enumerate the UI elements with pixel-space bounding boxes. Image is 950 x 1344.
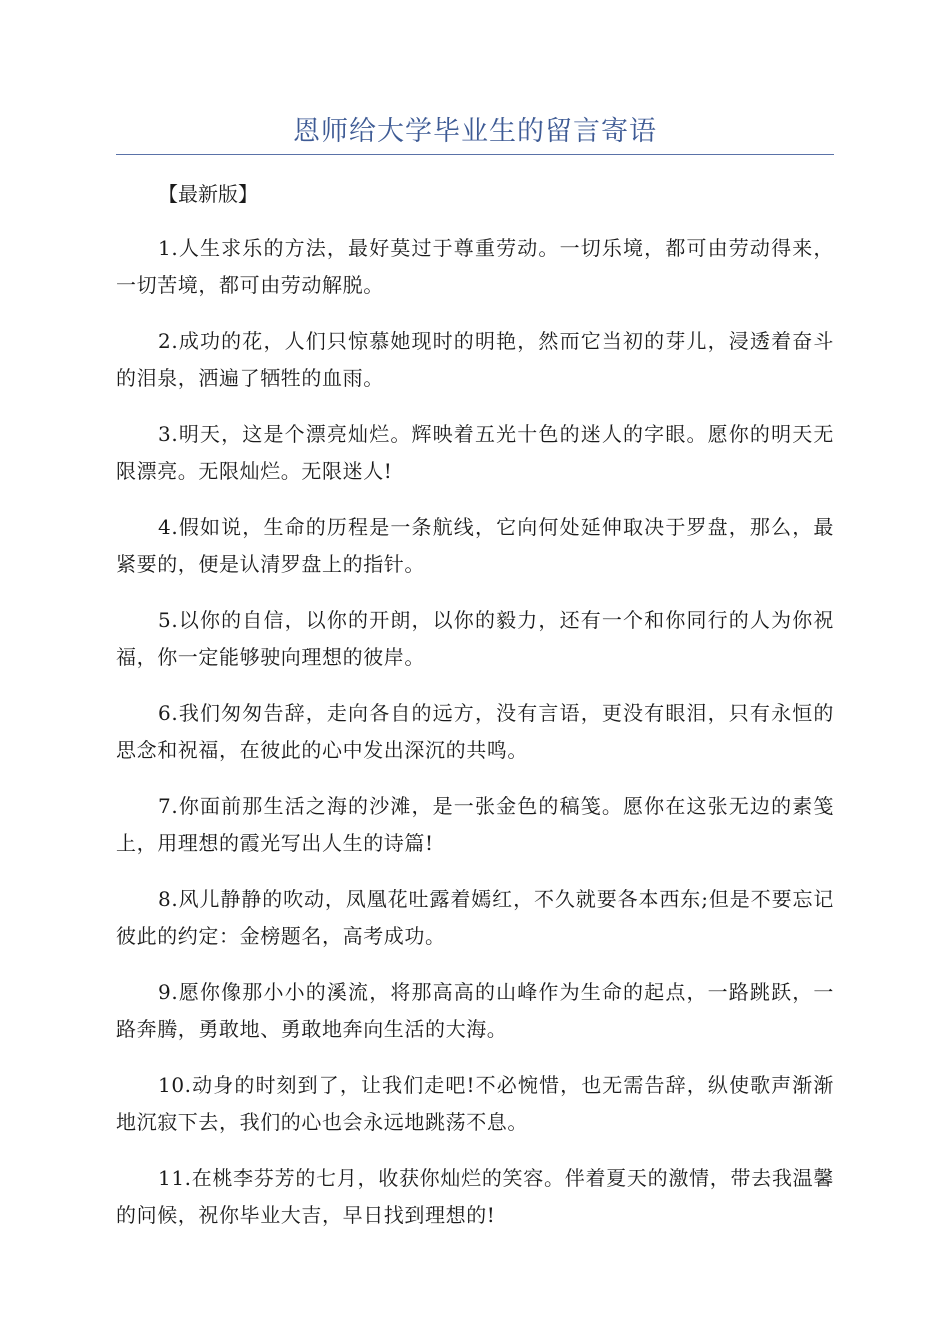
paragraph: 1.人生求乐的方法，最好莫过于尊重劳动。一切乐境，都可由劳动得来，一切苦境，都可由劳动解脱。 <box>116 236 834 297</box>
document-body <box>116 175 834 1253</box>
version-label: 【最新版】 <box>158 182 258 206</box>
paragraph: 4.假如说，生命的历程是一条航线，它向何处延伸取决于罗盘，那么，最紧要的，便是认清罗盘上的指针。 <box>116 515 834 576</box>
paragraph: 2.成功的花，人们只惊慕她现时的明艳，然而它当初的芽儿，浸透着奋斗的泪泉，洒遍了牺牲的血雨。 <box>116 329 834 390</box>
title-underline <box>116 154 834 155</box>
paragraph: 10.动身的时刻到了，让我们走吧!不必惋惜，也无需告辞，纵使歌声渐渐地沉寂下去，我们的心也会永远地跳荡不息。 <box>116 1073 834 1134</box>
document-title: 恩师给大学毕业生的留言寄语 <box>293 116 657 147</box>
paragraph: 3.明天，这是个漂亮灿烂。辉映着五光十色的迷人的字眼。愿你的明天无限漂亮。无限灿烂。无限迷人! <box>116 422 834 483</box>
paragraph: 6.我们匆匆告辞，走向各自的远方，没有言语，更没有眼泪，只有永恒的思念和祝福，在彼此的心中发出深沉的共鸣。 <box>116 701 834 762</box>
paragraph: 8.风儿静静的吹动，凤凰花吐露着嫣红，不久就要各本西东;但是不要忘记彼此的约定：金榜题名，高考成功。 <box>116 887 834 948</box>
paragraph: 9.愿你像那小小的溪流，将那高高的山峰作为生命的起点，一路跳跃，一路奔腾，勇敢地、勇敢地奔向生活的大海。 <box>116 980 834 1041</box>
paragraph: 11.在桃李芬芳的七月，收获你灿烂的笑容。伴着夏天的激情，带去我温馨的问候，祝你毕业大吉，早日找到理想的! <box>116 1166 834 1227</box>
paragraph: 7.你面前那生活之海的沙滩，是一张金色的稿笺。愿你在这张无边的素笺上，用理想的霞光写出人生的诗篇! <box>116 794 834 855</box>
paragraph: 5.以你的自信，以你的开朗，以你的毅力，还有一个和你同行的人为你祝福，你一定能够驶向理想的彼岸。 <box>116 608 834 669</box>
